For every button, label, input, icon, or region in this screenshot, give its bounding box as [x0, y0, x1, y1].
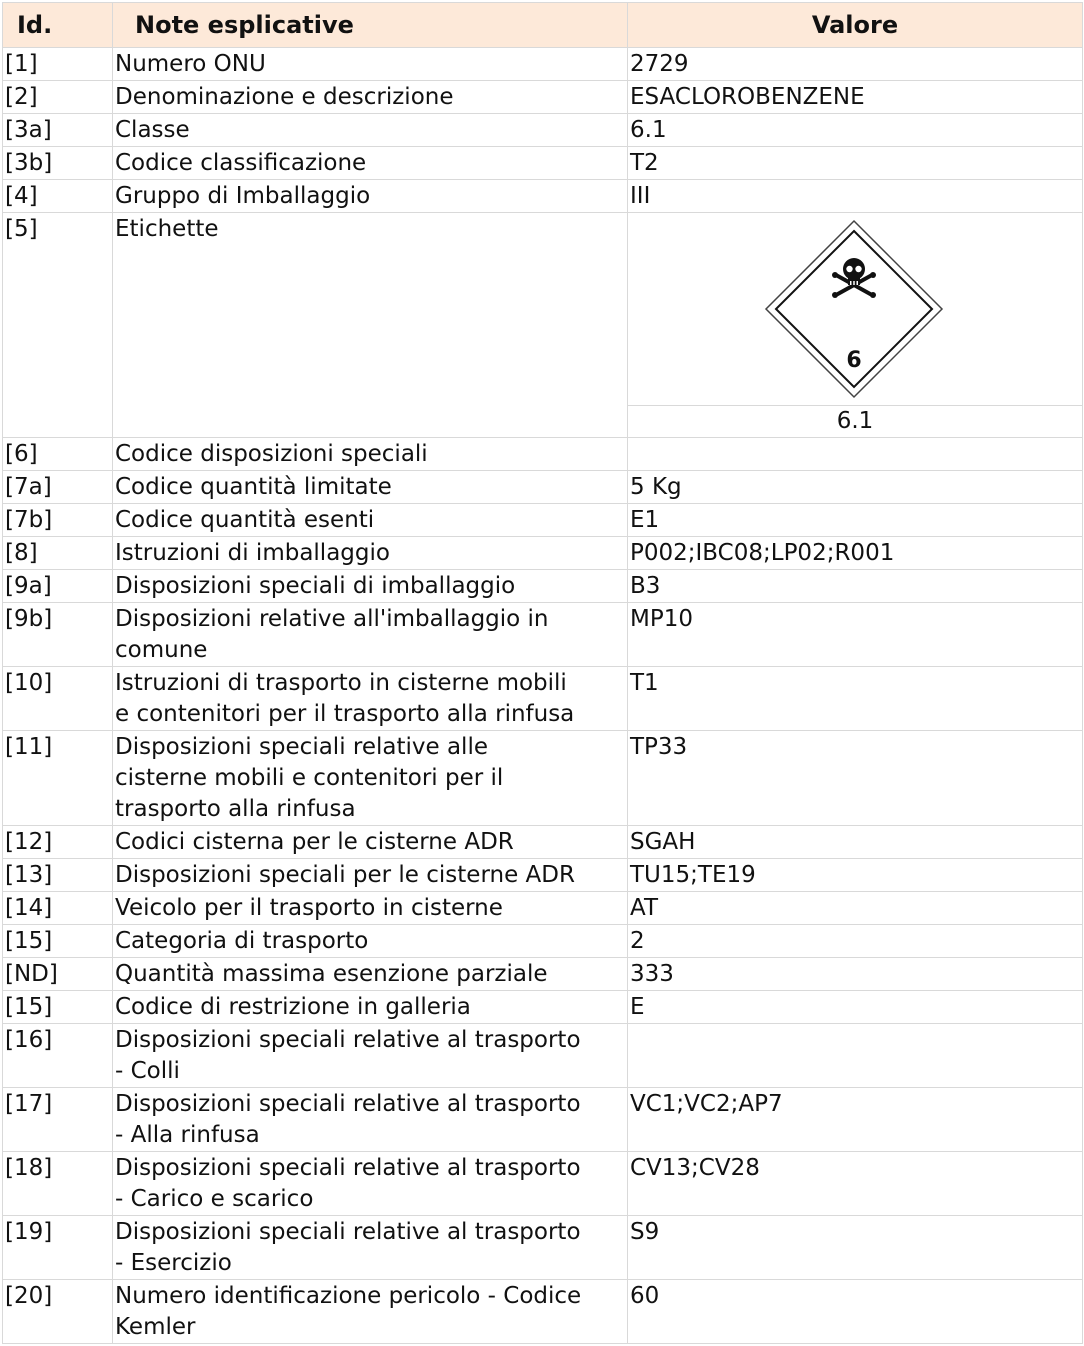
hazard-label-box [628, 213, 1082, 406]
row-id: [12] [3, 826, 113, 859]
table-row [3, 1152, 1083, 1216]
row-value [628, 438, 1083, 471]
table-row [3, 537, 1083, 570]
row-value [628, 213, 1083, 438]
row-value: TU15;TE19 [628, 859, 1083, 892]
row-id: [20] [3, 1280, 113, 1344]
row-note: Istruzioni di trasporto in cisterne mobili e contenitori per il trasporto alla rinfusa [113, 667, 628, 731]
table-row [3, 114, 1083, 147]
table-row [3, 213, 1083, 438]
row-note: Categoria di trasporto [113, 925, 628, 958]
row-note: Disposizioni speciali relative al trasporto - Esercizio [113, 1216, 628, 1280]
row-id: [4] [3, 180, 113, 213]
row-note: Disposizioni speciali relative al trasporto - Carico e scarico [113, 1152, 628, 1216]
table-row [3, 859, 1083, 892]
row-id: [17] [3, 1088, 113, 1152]
header-id: Id. [3, 3, 113, 48]
row-note: Etichette [113, 213, 628, 438]
row-note: Codice quantità esenti [113, 504, 628, 537]
row-note: Disposizioni relative all'imballaggio in comune [113, 603, 628, 667]
hazard-label-caption: 6.1 [836, 408, 874, 434]
row-id: [18] [3, 1152, 113, 1216]
table-row [3, 991, 1083, 1024]
table-row [3, 925, 1083, 958]
row-note: Denominazione e descrizione [113, 81, 628, 114]
row-value: SGAH [628, 826, 1083, 859]
row-value: 6.1 [628, 114, 1083, 147]
table-row [3, 731, 1083, 826]
row-id: [5] [3, 213, 113, 438]
row-value: E1 [628, 504, 1083, 537]
table-header-row [3, 3, 1083, 48]
table-row [3, 826, 1083, 859]
adr-data-table [2, 2, 1083, 1344]
row-note: Codici cisterna per le cisterne ADR [113, 826, 628, 859]
row-id: [ND] [3, 958, 113, 991]
row-value: 2 [628, 925, 1083, 958]
row-note: Codice quantità limitate [113, 471, 628, 504]
table-row [3, 1280, 1083, 1344]
row-note: Quantità massima esenzione parziale [113, 958, 628, 991]
row-note: Veicolo per il trasporto in cisterne [113, 892, 628, 925]
row-value: T2 [628, 147, 1083, 180]
table-row [3, 147, 1083, 180]
row-value: 2729 [628, 48, 1083, 81]
row-value: B3 [628, 570, 1083, 603]
row-value: III [628, 180, 1083, 213]
row-id: [15] [3, 991, 113, 1024]
row-note: Disposizioni speciali relative alle cisterne mobili e contenitori per il trasporto alla rinfusa [113, 731, 628, 826]
table-row [3, 504, 1083, 537]
row-value: E [628, 991, 1083, 1024]
table-row [3, 1024, 1083, 1088]
row-value: MP10 [628, 603, 1083, 667]
table-row [3, 667, 1083, 731]
row-note: Classe [113, 114, 628, 147]
row-note: Codice disposizioni speciali [113, 438, 628, 471]
row-note: Istruzioni di imballaggio [113, 537, 628, 570]
row-note: Codice classificazione [113, 147, 628, 180]
row-value: T1 [628, 667, 1083, 731]
row-value: S9 [628, 1216, 1083, 1280]
row-id: [3a] [3, 114, 113, 147]
row-id: [13] [3, 859, 113, 892]
row-id: [19] [3, 1216, 113, 1280]
row-id: [10] [3, 667, 113, 731]
table-row [3, 1216, 1083, 1280]
row-id: [9a] [3, 570, 113, 603]
row-note: Disposizioni speciali per le cisterne ADR [113, 859, 628, 892]
row-note: Disposizioni speciali relative al trasporto - Alla rinfusa [113, 1088, 628, 1152]
row-value: AT [628, 892, 1083, 925]
row-id: [1] [3, 48, 113, 81]
row-note: Disposizioni speciali di imballaggio [113, 570, 628, 603]
row-value: ESACLOROBENZENE [628, 81, 1083, 114]
table-row [3, 471, 1083, 504]
table-row [3, 1088, 1083, 1152]
row-id: [11] [3, 731, 113, 826]
table-body [3, 48, 1083, 1344]
row-note: Disposizioni speciali relative al trasporto - Colli [113, 1024, 628, 1088]
table-row [3, 48, 1083, 81]
row-id: [14] [3, 892, 113, 925]
row-value [628, 1024, 1083, 1088]
table-row [3, 958, 1083, 991]
row-value: TP33 [628, 731, 1083, 826]
row-value: 60 [628, 1280, 1083, 1344]
table-row [3, 603, 1083, 667]
row-id: [15] [3, 925, 113, 958]
row-note: Numero identificazione pericolo - Codice Kemler [113, 1280, 628, 1344]
class-6-label-icon [764, 219, 944, 399]
header-note: Note esplicative [113, 3, 628, 48]
table-row [3, 570, 1083, 603]
row-note: Numero ONU [113, 48, 628, 81]
row-id: [8] [3, 537, 113, 570]
row-value: CV13;CV28 [628, 1152, 1083, 1216]
row-id: [6] [3, 438, 113, 471]
row-value: VC1;VC2;AP7 [628, 1088, 1083, 1152]
header-value: Valore [628, 3, 1083, 48]
row-id: [7b] [3, 504, 113, 537]
row-id: [2] [3, 81, 113, 114]
row-value: 5 Kg [628, 471, 1083, 504]
table-row [3, 438, 1083, 471]
table-row [3, 180, 1083, 213]
row-note: Codice di restrizione in galleria [113, 991, 628, 1024]
label-class-number: 6 [846, 348, 862, 373]
row-value: 333 [628, 958, 1083, 991]
table-row [3, 81, 1083, 114]
row-id: [3b] [3, 147, 113, 180]
row-value: P002;IBC08;LP02;R001 [628, 537, 1083, 570]
table-row [3, 892, 1083, 925]
row-id: [7a] [3, 471, 113, 504]
row-note: Gruppo di Imballaggio [113, 180, 628, 213]
row-id: [9b] [3, 603, 113, 667]
row-id: [16] [3, 1024, 113, 1088]
